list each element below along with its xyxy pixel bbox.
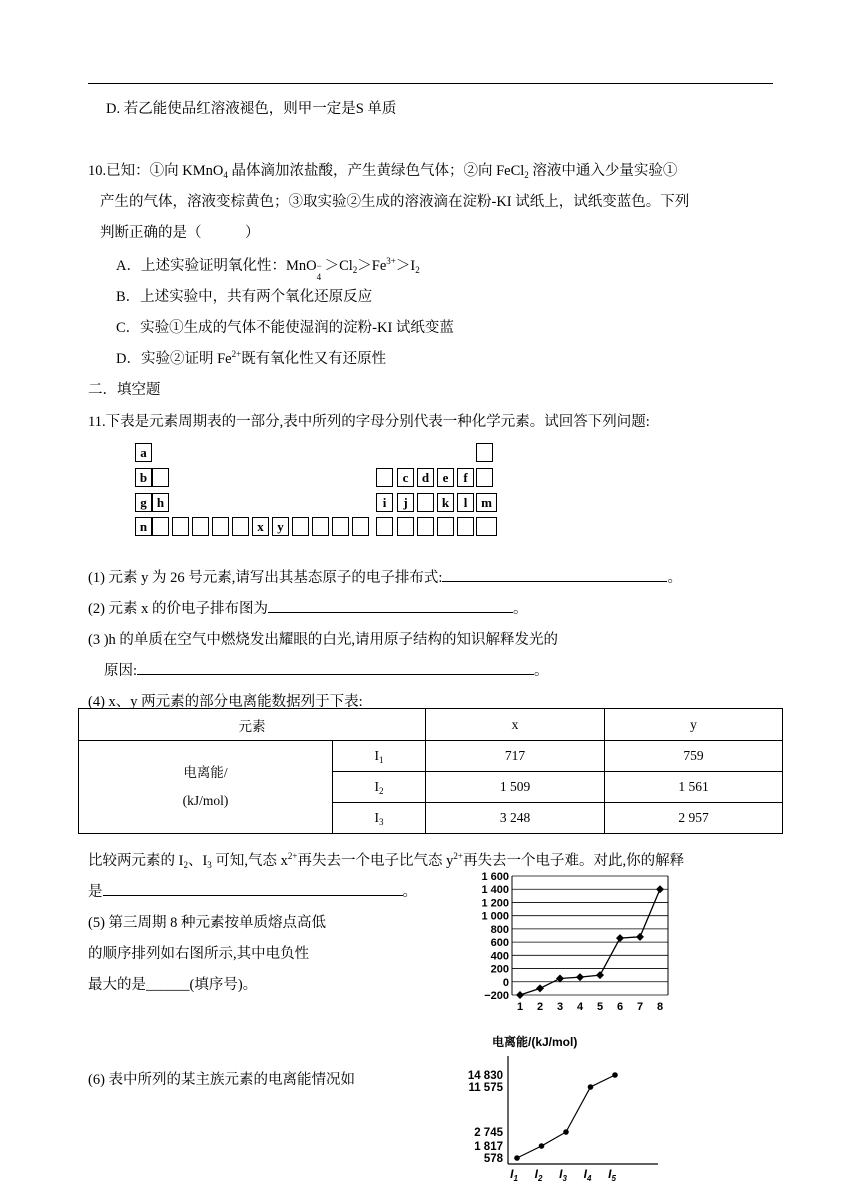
q10-option-d: D．实验②证明 $Fe^{2+}$既有氧化性又有还原性 bbox=[116, 349, 387, 367]
y-tick-label: 1 400 bbox=[481, 884, 509, 897]
cell-empty bbox=[212, 517, 229, 536]
table-cell-x-I3: 3 248 bbox=[426, 803, 605, 834]
y-tick-label: 1 200 bbox=[481, 897, 509, 910]
data-point bbox=[539, 1143, 545, 1149]
table-header-x: x bbox=[426, 709, 605, 741]
cell-a: a bbox=[135, 443, 152, 462]
x-tick-label: $I_4$ bbox=[583, 1167, 592, 1183]
chart-ylabel: 电离能/(kJ/mol) bbox=[492, 1035, 578, 1049]
cell-empty bbox=[332, 517, 349, 536]
y-tick-label: 1 817 bbox=[474, 1141, 503, 1153]
q11-part5-line1: (5) 第三周期 8 种元素按单质熔点高低 bbox=[88, 915, 327, 931]
cell-i: i bbox=[376, 493, 393, 512]
cell-empty bbox=[417, 517, 434, 536]
cell-m: m bbox=[476, 493, 497, 512]
cell-empty bbox=[352, 517, 369, 536]
table-cell-x-I1: 717 bbox=[426, 741, 605, 772]
x-tick-label: 5 bbox=[596, 1001, 604, 1013]
header-rule bbox=[88, 83, 773, 84]
table-row-label: 电离能/ (kJ/mol) bbox=[79, 741, 333, 834]
y-tick-label: 2 745 bbox=[474, 1127, 503, 1139]
ionization-energy-chart bbox=[440, 1028, 670, 1188]
q11-part5-line2: 的顺序排列如右图所示,其中电负性 bbox=[88, 946, 310, 962]
q10-option-b: B．上述实验中，共有两个氧化还原反应 bbox=[116, 289, 373, 305]
x-tick-label: $I_2$ bbox=[534, 1167, 543, 1183]
cell-empty bbox=[172, 517, 189, 536]
cell-g: g bbox=[135, 493, 152, 512]
q11-part5-line3: 最大的是______(填序号)。 bbox=[88, 977, 258, 993]
data-point bbox=[563, 1129, 569, 1135]
periodic-table-fragment bbox=[135, 443, 497, 539]
y-tick-label: 200 bbox=[490, 963, 509, 976]
x-tick-label: 7 bbox=[636, 1001, 644, 1013]
q11-part3-reason: 原因: 。 bbox=[104, 659, 549, 680]
q11-part4-explain: 是 。 bbox=[88, 880, 417, 901]
x-tick-label: $I_3$ bbox=[559, 1167, 567, 1183]
data-point bbox=[616, 934, 624, 942]
q10-option-c: C．实验①生成的气体不能使湿润的淀粉-KI 试纸变蓝 bbox=[116, 320, 454, 336]
cell-empty bbox=[152, 468, 169, 487]
table-header-element: 元素 bbox=[79, 709, 426, 741]
table-cell-I1: $I_1$ bbox=[333, 741, 426, 772]
cell-empty bbox=[312, 517, 329, 536]
answer-blank-1[interactable] bbox=[442, 567, 667, 582]
cell-k: k bbox=[437, 493, 454, 512]
data-point bbox=[588, 1084, 594, 1090]
cell-h: h bbox=[152, 493, 169, 512]
cell-empty bbox=[232, 517, 249, 536]
table-cell-y-I1: 759 bbox=[605, 741, 783, 772]
table-cell-I2: $I_2$ bbox=[333, 772, 426, 803]
data-point bbox=[636, 933, 644, 941]
cell-b: b bbox=[135, 468, 152, 487]
data-point bbox=[656, 885, 664, 893]
answer-blank-4[interactable] bbox=[103, 881, 403, 896]
x-tick-label: $I_5$ bbox=[608, 1167, 616, 1183]
cell-empty bbox=[152, 517, 169, 536]
cell-x: x bbox=[252, 517, 269, 536]
x-tick-label: 3 bbox=[556, 1001, 564, 1013]
section-title-fill-in: 二．填空题 bbox=[88, 382, 161, 398]
cell-d: d bbox=[417, 468, 434, 487]
y-tick-label: 1 000 bbox=[481, 910, 509, 923]
answer-blank-2[interactable] bbox=[268, 598, 513, 613]
y-tick-label: 14 830 bbox=[467, 1070, 503, 1082]
table-cell-y-I3: 2 957 bbox=[605, 803, 783, 834]
q11-intro: 11.下表是元素周期表的一部分,表中所列的字母分别代表一种化学元素。试回答下列问题: bbox=[88, 414, 650, 430]
y-tick-label: 400 bbox=[490, 950, 509, 963]
q11-part1: (1) 元素 y 为 26 号元素,请写出其基态原子的电子排布式: 。 bbox=[88, 566, 682, 587]
x-tick-label: $I_1$ bbox=[510, 1167, 518, 1183]
x-tick-label: 1 bbox=[516, 1001, 524, 1013]
cell-n: n bbox=[135, 517, 152, 536]
cell-l: l bbox=[457, 493, 474, 512]
q11-part4-compare: 比较两元素的 $I_2$、$I_3$ 可知,气态 $x^{2+}$再失去一个电子比气态 $y^{2+}$再失去一个电子难。对此,你的解释 bbox=[88, 851, 685, 870]
y-tick-label: 11 575 bbox=[468, 1082, 503, 1094]
data-point bbox=[596, 971, 604, 979]
data-point bbox=[536, 984, 544, 992]
q11-part4: (4) x、y 两元素的部分电离能数据列于下表: bbox=[88, 694, 363, 710]
cell-empty bbox=[476, 517, 497, 536]
y-tick-label: −200 bbox=[484, 990, 509, 1002]
q11-part3: (3 )h 的单质在空气中燃烧发出耀眼的白光,请用原子结构的知识解释发光的 bbox=[88, 632, 559, 648]
cell-empty bbox=[376, 468, 393, 487]
q10-line3: 判断正确的是（ ） bbox=[100, 225, 260, 241]
cell-empty bbox=[437, 517, 454, 536]
y-tick-label: 578 bbox=[483, 1153, 503, 1165]
table-cell-y-I2: 1 561 bbox=[605, 772, 783, 803]
q10-option-a: A．上述实验证明氧化性：MnO − 4 $>Cl_2>Fe^{3+}>I_2$ bbox=[116, 256, 420, 282]
melting-point-chart bbox=[455, 866, 675, 1016]
y-tick-label: 0 bbox=[502, 976, 509, 989]
cell-empty bbox=[476, 468, 493, 487]
y-tick-label: 1 600 bbox=[481, 871, 509, 883]
table-header-y: y bbox=[605, 709, 783, 741]
series-line bbox=[517, 1075, 615, 1158]
table-cell-x-I2: 1 509 bbox=[426, 772, 605, 803]
data-point bbox=[514, 1155, 520, 1161]
y-tick-label: 600 bbox=[490, 937, 509, 950]
q9-option-d: D. 若乙能使品红溶液褪色，则甲一定是S 单质 bbox=[106, 101, 397, 117]
x-tick-label: 2 bbox=[536, 1001, 544, 1013]
x-tick-label: 6 bbox=[616, 1001, 624, 1013]
cell-e: e bbox=[437, 468, 454, 487]
table-cell-I3: $I_3$ bbox=[333, 803, 426, 834]
cell-y: y bbox=[272, 517, 289, 536]
y-tick-label: 800 bbox=[490, 923, 509, 936]
x-tick-label: 8 bbox=[656, 1001, 664, 1013]
data-point bbox=[612, 1072, 618, 1078]
cell-empty bbox=[397, 517, 414, 536]
cell-j: j bbox=[397, 493, 414, 512]
x-tick-label: 4 bbox=[576, 1001, 584, 1013]
q11-part6: (6) 表中所列的某主族元素的电离能情况如 bbox=[88, 1072, 356, 1088]
cell-empty bbox=[376, 517, 393, 536]
cell-f: f bbox=[457, 468, 474, 487]
answer-blank-3[interactable] bbox=[137, 660, 534, 675]
q10-line1: 10.已知：①向 KMnO$_4$ 晶体滴加浓盐酸，产生黄绿色气体；②向 FeCl$_2$ 溶液中通入少量实验① bbox=[88, 163, 678, 180]
data-point bbox=[556, 974, 564, 982]
data-point bbox=[516, 991, 524, 999]
cell-empty bbox=[476, 443, 493, 462]
cell-empty bbox=[417, 493, 434, 512]
cell-empty bbox=[192, 517, 209, 536]
cell-c: c bbox=[397, 468, 414, 487]
q11-part2: (2) 元素 x 的价电子排布图为 。 bbox=[88, 597, 528, 618]
cell-empty bbox=[457, 517, 474, 536]
ionization-energy-table bbox=[78, 708, 783, 834]
cell-empty bbox=[292, 517, 309, 536]
q10-line2: 产生的气体，溶液变棕黄色；③取实验②生成的溶液滴在淀粉-KI 试纸上，试纸变蓝色。下列 bbox=[100, 194, 690, 210]
data-point bbox=[576, 973, 584, 981]
